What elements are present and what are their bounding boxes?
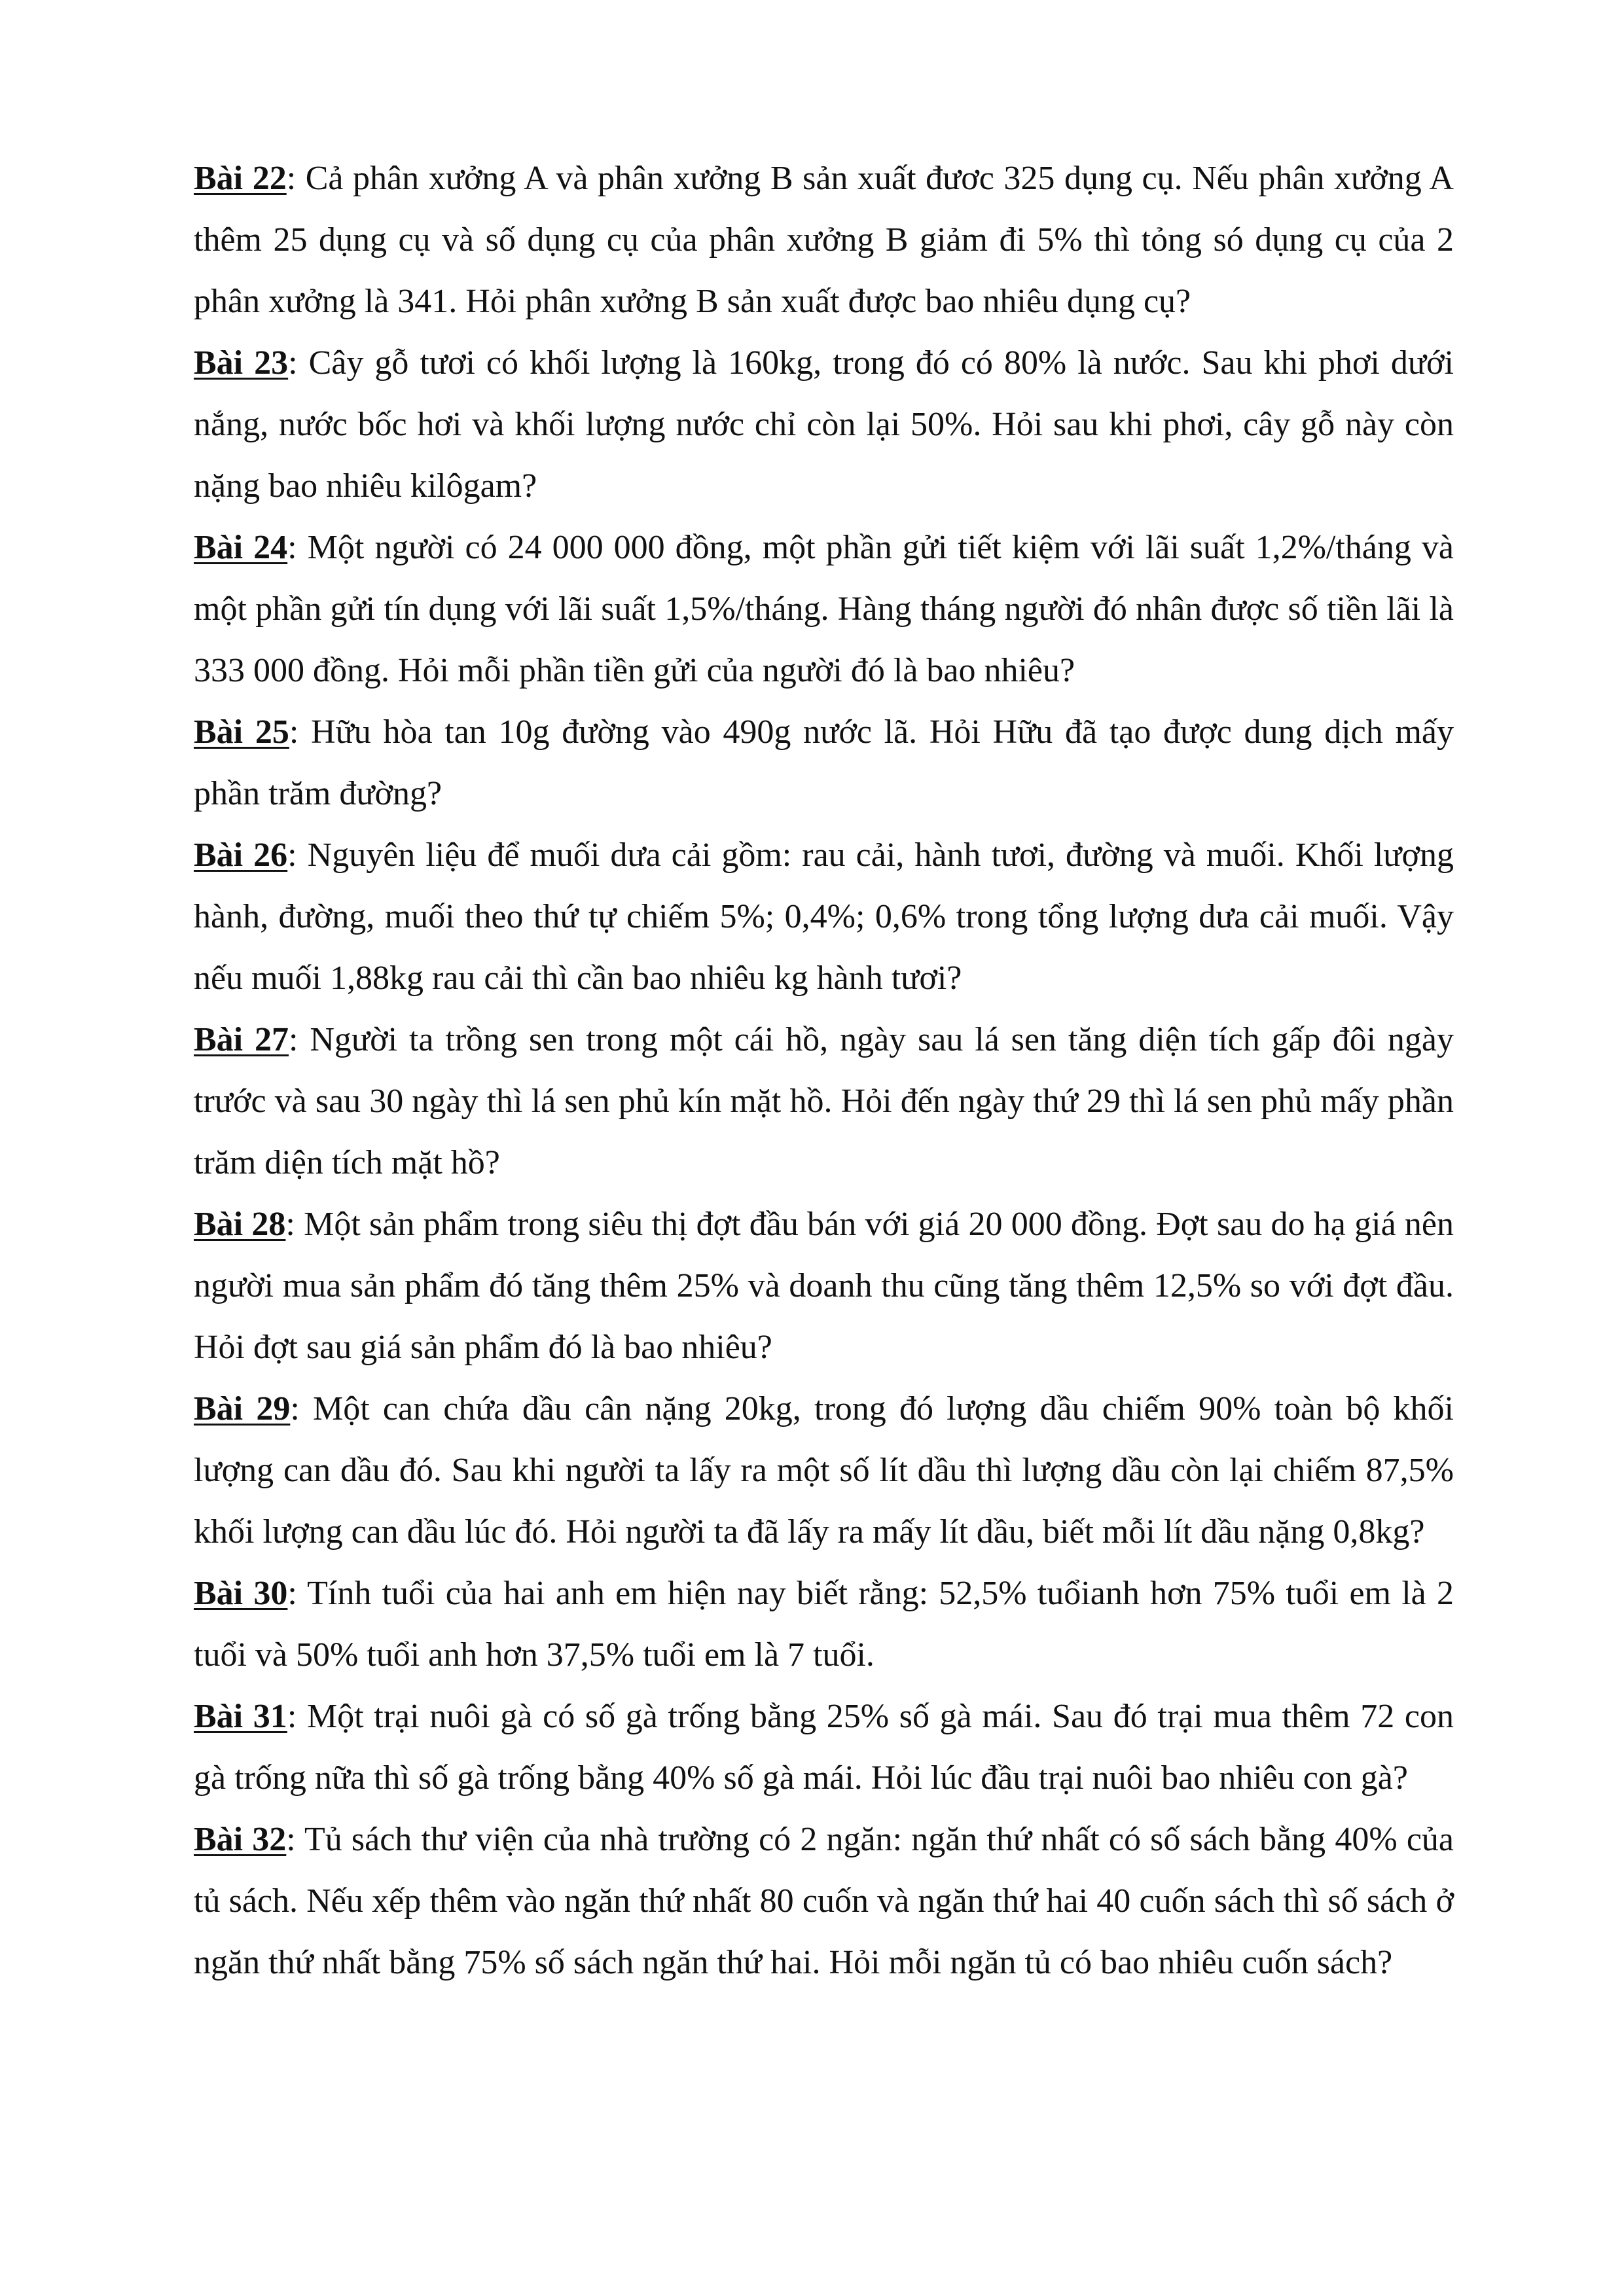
problem-24: Bài 24: Một người có 24 000 000 đồng, một phần gửi tiết kiệm với lãi suất 1,2%/tháng và một phần gửi tín dụng với lãi suất 1,5%/tháng. Hàng tháng người đó nhân được số tiền lãi là 333 000 đồng. Hỏi mỗi phần tiền gửi của người đó là bao nhiêu?	[194, 529, 1454, 689]
problem-26: Bài 26: Nguyên liệu để muối dưa cải gồm: rau cải, hành tươi, đường và muối. Khối lượng hành, đường, muối theo thứ tự chiếm 5%; 0,4%; 0,6% trong tổng lượng dưa cải muối. Vậy nếu muối 1,88kg rau cải thì cần bao nhiêu kg hành tươi?	[194, 836, 1454, 997]
problem-label: Bài 31	[194, 1698, 287, 1735]
problem-text: Một sản phẩm trong siêu thị đợt đầu bán với giá 20 000 đồng. Đợt sau do hạ giá nên người mua sản phẩm đó tăng thêm 25% và doanh thu cũng tăng thêm 12,5% so với đợt đầu. Hỏi đợt sau giá sản phẩm đó là bao nhiêu?	[194, 1206, 1454, 1366]
problem-text: Một người có 24 000 000 đồng, một phần gửi tiết kiệm với lãi suất 1,2%/tháng và một phần gửi tín dụng với lãi suất 1,5%/tháng. Hàng tháng người đó nhân được số tiền lãi là 333 000 đồng. Hỏi mỗi phần tiền gửi của người đó là bao nhiêu?	[194, 529, 1454, 689]
problem-22: Bài 22: Cả phân xưởng A và phân xưởng B sản xuất đươc 325 dụng cụ. Nếu phân xưởng A thêm 25 dụng cụ và số dụng cụ của phân xưởng B giảm đi 5% thì tỏng só dụng cụ của 2 phân xưởng là 341. Hỏi phân xưởng B sản xuất được bao nhiêu dụng cụ?	[194, 160, 1454, 320]
problem-text: Cả phân xưởng A và phân xưởng B sản xuất đươc 325 dụng cụ. Nếu phân xưởng A thêm 25 dụng cụ và số dụng cụ của phân xưởng B giảm đi 5% thì tỏng só dụng cụ của 2 phân xưởng là 341. Hỏi phân xưởng B sản xuất được bao nhiêu dụng cụ?	[194, 160, 1454, 320]
problem-label: Bài 28	[194, 1206, 286, 1243]
problem-text: Một can chứa dầu cân nặng 20kg, trong đó lượng dầu chiếm 90% toàn bộ khối lượng can dầu đó. Sau khi người ta lấy ra một số lít dầu thì lượng dầu còn lại chiếm 87,5% khối lượng can dầu lúc đó. Hỏi người ta đã lấy ra mấy lít dầu, biết mỗi lít dầu nặng 0,8kg?	[194, 1390, 1454, 1551]
problem-23: Bài 23: Cây gỗ tươi có khối lượng là 160kg, trong đó có 80% là nước. Sau khi phơi dưới nắng, nước bốc hơi và khối lượng nước chỉ còn lại 50%. Hỏi sau khi phơi, cây gỗ này còn nặng bao nhiêu kilôgam?	[194, 344, 1454, 505]
problem-text: Hữu hòa tan 10g đường vào 490g nước lã. Hỏi Hữu đã tạo được dung dịch mấy phần trăm đường?	[194, 713, 1454, 812]
problem-text: Tủ sách thư viện của nhà trường có 2 ngăn: ngăn thứ nhất có số sách bằng 40% của tủ sách. Nếu xếp thêm vào ngăn thứ nhất 80 cuốn và ngăn thứ hai 40 cuốn sách thì số sách ở ngăn thứ nhất bằng 75% số sách ngăn thứ hai. Hỏi mỗi ngăn tủ có bao nhiêu cuốn sách?	[194, 1821, 1454, 1981]
problem-label: Bài 32	[194, 1821, 287, 1858]
problem-label: Bài 23	[194, 344, 289, 382]
problem-text: Người ta trồng sen trong một cái hồ, ngày sau lá sen tăng diện tích gấp đôi ngày trước và sau 30 ngày thì lá sen phủ kín mặt hồ. Hỏi đến ngày thứ 29 thì lá sen phủ mấy phần trăm diện tích mặt hồ?	[194, 1021, 1454, 1181]
problem-text: Cây gỗ tươi có khối lượng là 160kg, trong đó có 80% là nước. Sau khi phơi dưới nắng, nước bốc hơi và khối lượng nước chỉ còn lại 50%. Hỏi sau khi phơi, cây gỗ này còn nặng bao nhiêu kilôgam?	[194, 344, 1454, 505]
problem-label: Bài 27	[194, 1021, 289, 1058]
problem-32: Bài 32: Tủ sách thư viện của nhà trường có 2 ngăn: ngăn thứ nhất có số sách bằng 40% của tủ sách. Nếu xếp thêm vào ngăn thứ nhất 80 cuốn và ngăn thứ hai 40 cuốn sách thì số sách ở ngăn thứ nhất bằng 75% số sách ngăn thứ hai. Hỏi mỗi ngăn tủ có bao nhiêu cuốn sách?	[194, 1821, 1454, 1981]
problem-27: Bài 27: Người ta trồng sen trong một cái hồ, ngày sau lá sen tăng diện tích gấp đôi ngày trước và sau 30 ngày thì lá sen phủ kín mặt hồ. Hỏi đến ngày thứ 29 thì lá sen phủ mấy phần trăm diện tích mặt hồ?	[194, 1021, 1454, 1181]
problem-25: Bài 25: Hữu hòa tan 10g đường vào 490g nước lã. Hỏi Hữu đã tạo được dung dịch mấy phần trăm đường?	[194, 713, 1454, 812]
problem-label: Bài 22	[194, 160, 287, 197]
problem-29: Bài 29: Một can chứa dầu cân nặng 20kg, trong đó lượng dầu chiếm 90% toàn bộ khối lượng can dầu đó. Sau khi người ta lấy ra một số lít dầu thì lượng dầu còn lại chiếm 87,5% khối lượng can dầu lúc đó. Hỏi người ta đã lấy ra mấy lít dầu, biết mỗi lít dầu nặng 0,8kg?	[194, 1390, 1454, 1551]
problem-label: Bài 30	[194, 1575, 288, 1612]
problem-label: Bài 29	[194, 1390, 291, 1427]
problem-label: Bài 25	[194, 713, 289, 751]
problem-30: Bài 30: Tính tuổi của hai anh em hiện nay biết rằng: 52,5% tuổianh hơn 75% tuổi em là 2 tuổi và 50% tuổi anh hơn 37,5% tuổi em là 7 tuổi.	[194, 1575, 1454, 1674]
problem-label: Bài 24	[194, 529, 288, 566]
problem-28: Bài 28: Một sản phẩm trong siêu thị đợt đầu bán với giá 20 000 đồng. Đợt sau do hạ giá nên người mua sản phẩm đó tăng thêm 25% và doanh thu cũng tăng thêm 12,5% so với đợt đầu. Hỏi đợt sau giá sản phẩm đó là bao nhiêu?	[194, 1206, 1454, 1366]
problem-text: Nguyên liệu để muối dưa cải gồm: rau cải, hành tươi, đường và muối. Khối lượng hành, đường, muối theo thứ tự chiếm 5%; 0,4%; 0,6% trong tổng lượng dưa cải muối. Vậy nếu muối 1,88kg rau cải thì cần bao nhiêu kg hành tươi?	[194, 836, 1454, 997]
problem-label: Bài 26	[194, 836, 288, 874]
problem-text: Tính tuổi của hai anh em hiện nay biết rằng: 52,5% tuổianh hơn 75% tuổi em là 2 tuổi và 50% tuổi anh hơn 37,5% tuổi em là 7 tuổi.	[194, 1575, 1454, 1674]
problem-text: Một trại nuôi gà có số gà trống bằng 25% số gà mái. Sau đó trại mua thêm 72 con gà trống nữa thì số gà trống bằng 40% số gà mái. Hỏi lúc đầu trại nuôi bao nhiêu con gà?	[194, 1698, 1454, 1797]
problem-31: Bài 31: Một trại nuôi gà có số gà trống bằng 25% số gà mái. Sau đó trại mua thêm 72 con gà trống nữa thì số gà trống bằng 40% số gà mái. Hỏi lúc đầu trại nuôi bao nhiêu con gà?	[194, 1698, 1454, 1797]
document-page	[194, 148, 1454, 1994]
